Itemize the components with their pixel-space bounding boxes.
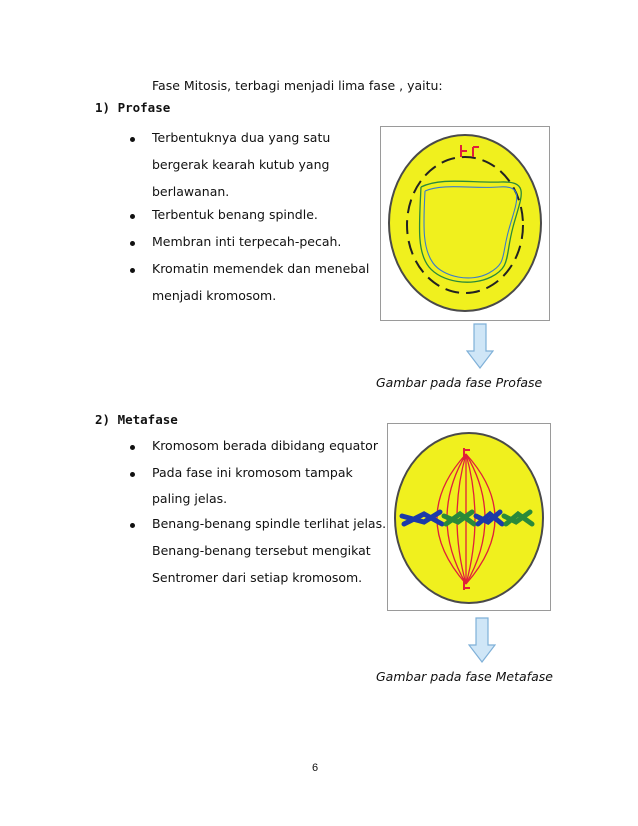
- metafase-bullet-3-line-1: Benang-benang spindle terlihat jelas.: [152, 516, 387, 531]
- profase-bullet-4-line-2: menjadi kromosom.: [152, 288, 277, 303]
- down-arrow-icon: [468, 617, 496, 663]
- section-heading-metafase: 2) Metafase: [95, 412, 178, 427]
- bullet-dot: [130, 241, 135, 246]
- metafase-bullet-3-line-2: Benang-benang tersebut mengikat: [152, 543, 371, 558]
- profase-bullet-3: Membran inti terpecah-pecah.: [152, 234, 342, 249]
- bullet-dot: [130, 268, 135, 273]
- profase-bullet-1-line-3: berlawanan.: [152, 184, 230, 199]
- section-heading-profase: 1) Profase: [95, 100, 171, 115]
- profase-bullet-4-line-1: Kromatin memendek dan menebal: [152, 261, 370, 276]
- profase-bullet-1-line-2: bergerak kearah kutub yang: [152, 157, 330, 172]
- metafase-bullet-2-line-2: paling jelas.: [152, 491, 228, 506]
- metafase-caption: Gambar pada fase Metafase: [376, 669, 553, 684]
- intro-text: Fase Mitosis, terbagi menjadi lima fase , yaitu:: [152, 78, 443, 93]
- bullet-dot: [130, 445, 135, 450]
- metafase-bullet-2-line-1: Pada fase ini kromosom tampak: [152, 465, 353, 480]
- bullet-dot: [130, 214, 135, 219]
- bullet-dot: [130, 472, 135, 477]
- profase-bullet-2: Terbentuk benang spindle.: [152, 207, 318, 222]
- down-arrow-icon: [466, 323, 494, 369]
- profase-caption: Gambar pada fase Profase: [376, 375, 543, 390]
- bullet-dot: [130, 523, 135, 528]
- profase-bullet-1-line-1: Terbentuknya dua yang satu: [152, 130, 331, 145]
- metafase-bullet-1: Kromosom berada dibidang equator: [152, 438, 378, 453]
- profase-cell-figure: [380, 126, 550, 321]
- page-number: 6: [312, 762, 319, 774]
- bullet-dot: [130, 137, 135, 142]
- metafase-bullet-3-line-3: Sentromer dari setiap kromosom.: [152, 570, 363, 585]
- metafase-cell-figure: [387, 423, 551, 611]
